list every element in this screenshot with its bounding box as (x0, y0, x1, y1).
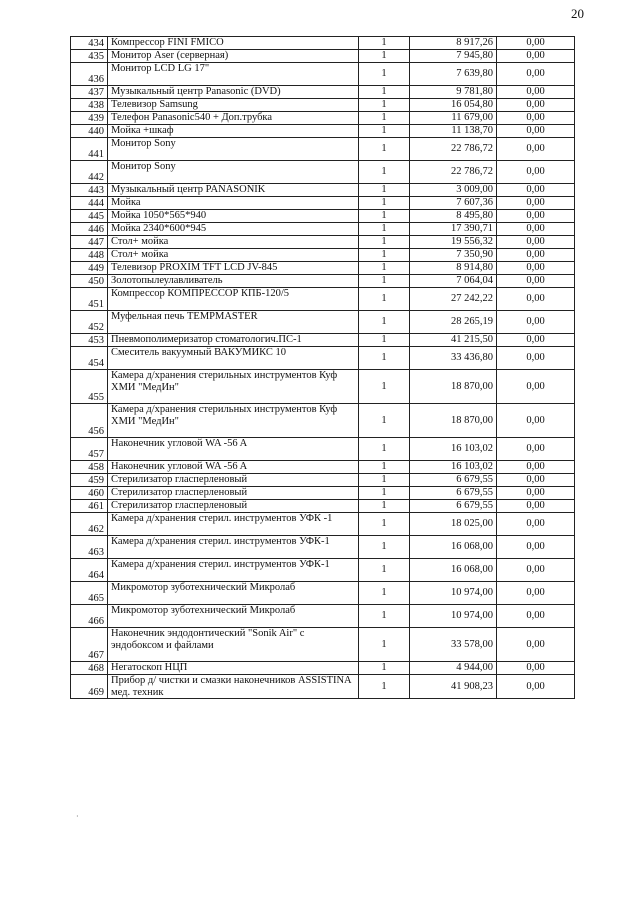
item-cost: 16 068,00 (410, 559, 497, 582)
table-row (71, 223, 575, 236)
item-residual-value: 0,00 (497, 438, 575, 461)
item-name: Монитор Sony (108, 161, 359, 184)
table-row (71, 628, 575, 662)
row-number: 438 (71, 99, 108, 112)
row-number: 437 (71, 86, 108, 99)
item-quantity: 1 (359, 210, 410, 223)
item-name: Мойка 2340*600*945 (108, 223, 359, 236)
item-cost: 19 556,32 (410, 236, 497, 249)
item-cost: 41 215,50 (410, 334, 497, 347)
item-name: Мойка 1050*565*940 (108, 210, 359, 223)
item-name: Стерилизатор гласперленовый (108, 487, 359, 500)
item-name: Камера д/хранения стерил. инструментов УФК-1 (108, 536, 359, 559)
item-residual-value: 0,00 (497, 582, 575, 605)
table-row (71, 236, 575, 249)
table-row (71, 582, 575, 605)
item-cost: 6 679,55 (410, 487, 497, 500)
table-row (71, 311, 575, 334)
item-name: Микромотор зуботехнический Микролаб (108, 582, 359, 605)
row-number: 445 (71, 210, 108, 223)
item-cost: 28 265,19 (410, 311, 497, 334)
item-residual-value: 0,00 (497, 223, 575, 236)
table-row (71, 662, 575, 675)
item-cost: 33 436,80 (410, 347, 497, 370)
item-residual-value: 0,00 (497, 628, 575, 662)
item-quantity: 1 (359, 197, 410, 210)
row-number: 458 (71, 461, 108, 474)
row-number: 463 (71, 536, 108, 559)
table-row (71, 112, 575, 125)
row-number: 464 (71, 559, 108, 582)
item-residual-value: 0,00 (497, 487, 575, 500)
item-residual-value: 0,00 (497, 474, 575, 487)
item-cost: 7 350,90 (410, 249, 497, 262)
item-residual-value: 0,00 (497, 184, 575, 197)
table-row (71, 334, 575, 347)
item-name: Компрессор КОМПРЕССОР КПБ-120/5 (108, 288, 359, 311)
page-number: 20 (571, 6, 584, 21)
item-cost: 10 974,00 (410, 605, 497, 628)
item-quantity: 1 (359, 474, 410, 487)
row-number: 446 (71, 223, 108, 236)
row-number: 443 (71, 184, 108, 197)
item-quantity: 1 (359, 404, 410, 438)
item-cost: 18 870,00 (410, 370, 497, 404)
table-row (71, 275, 575, 288)
item-quantity: 1 (359, 582, 410, 605)
row-number: 451 (71, 288, 108, 311)
item-name: Стерилизатор гласперленовый (108, 474, 359, 487)
item-residual-value: 0,00 (497, 249, 575, 262)
item-name: Камера д/хранения стерильных инструментов Куф ХМИ "МедИн" (108, 404, 359, 438)
item-residual-value: 0,00 (497, 125, 575, 138)
row-number: 440 (71, 125, 108, 138)
item-cost: 8 914,80 (410, 262, 497, 275)
item-residual-value: 0,00 (497, 370, 575, 404)
item-residual-value: 0,00 (497, 536, 575, 559)
item-cost: 16 068,00 (410, 536, 497, 559)
table-row (71, 210, 575, 223)
item-name: Мойка (108, 197, 359, 210)
item-name: Пневмополимеризатор стоматологич.ПС-1 (108, 334, 359, 347)
row-number: 461 (71, 500, 108, 513)
row-number: 467 (71, 628, 108, 662)
table-row (71, 138, 575, 161)
item-name: Негатоскоп НЦП (108, 662, 359, 675)
item-cost: 18 025,00 (410, 513, 497, 536)
item-quantity: 1 (359, 63, 410, 86)
item-name: Смеситель вакуумный ВАКУМИКС 10 (108, 347, 359, 370)
row-number: 465 (71, 582, 108, 605)
inventory-rows (71, 37, 575, 699)
item-cost: 7 607,36 (410, 197, 497, 210)
row-number: 460 (71, 487, 108, 500)
item-residual-value: 0,00 (497, 605, 575, 628)
row-number: 455 (71, 370, 108, 404)
item-cost: 10 974,00 (410, 582, 497, 605)
row-number: 450 (71, 275, 108, 288)
item-residual-value: 0,00 (497, 347, 575, 370)
item-name: Телевизор PROXIM TFT LCD JV-845 (108, 262, 359, 275)
item-name: Наконечник эндодонтический "Sonik Air" с эндобоксом и файлами (108, 628, 359, 662)
row-number: 441 (71, 138, 108, 161)
row-number: 442 (71, 161, 108, 184)
item-quantity: 1 (359, 605, 410, 628)
row-number: 459 (71, 474, 108, 487)
item-residual-value: 0,00 (497, 86, 575, 99)
row-number: 468 (71, 662, 108, 675)
item-name: Камера д/хранения стерил. инструментов УФК -1 (108, 513, 359, 536)
row-number: 435 (71, 50, 108, 63)
item-name: Монитор LCD LG 17" (108, 63, 359, 86)
item-name: Стол+ мойка (108, 236, 359, 249)
item-quantity: 1 (359, 662, 410, 675)
table-row (71, 197, 575, 210)
item-name: Микромотор зуботехнический Микролаб (108, 605, 359, 628)
item-name: Компрессор FINI FMICO (108, 37, 359, 50)
item-quantity: 1 (359, 50, 410, 63)
item-cost: 33 578,00 (410, 628, 497, 662)
item-quantity: 1 (359, 112, 410, 125)
item-residual-value: 0,00 (497, 63, 575, 86)
item-cost: 9 781,80 (410, 86, 497, 99)
item-quantity: 1 (359, 347, 410, 370)
table-row (71, 37, 575, 50)
item-quantity: 1 (359, 675, 410, 699)
item-residual-value: 0,00 (497, 311, 575, 334)
item-cost: 11 679,00 (410, 112, 497, 125)
row-number: 469 (71, 675, 108, 699)
item-quantity: 1 (359, 37, 410, 50)
item-cost: 17 390,71 (410, 223, 497, 236)
table-row (71, 99, 575, 112)
row-number: 457 (71, 438, 108, 461)
row-number: 436 (71, 63, 108, 86)
item-cost: 11 138,70 (410, 125, 497, 138)
item-residual-value: 0,00 (497, 161, 575, 184)
item-quantity: 1 (359, 275, 410, 288)
item-residual-value: 0,00 (497, 197, 575, 210)
row-number: 453 (71, 334, 108, 347)
table-row (71, 262, 575, 275)
row-number: 454 (71, 347, 108, 370)
item-residual-value: 0,00 (497, 236, 575, 249)
item-cost: 7 945,80 (410, 50, 497, 63)
item-quantity: 1 (359, 500, 410, 513)
table-row (71, 536, 575, 559)
item-quantity: 1 (359, 249, 410, 262)
table-row (71, 50, 575, 63)
table-row (71, 461, 575, 474)
item-cost: 18 870,00 (410, 404, 497, 438)
item-name: Муфельная печь TEMPMASTER (108, 311, 359, 334)
item-residual-value: 0,00 (497, 275, 575, 288)
item-cost: 16 103,02 (410, 438, 497, 461)
item-residual-value: 0,00 (497, 513, 575, 536)
table-row (71, 125, 575, 138)
item-name: Стол+ мойка (108, 249, 359, 262)
item-name: Телефон Panasonic540 + Доп.трубка (108, 112, 359, 125)
row-number: 449 (71, 262, 108, 275)
item-name: Прибор д/ чистки и смазки наконечников ASSISTINA мед. техник (108, 675, 359, 699)
item-quantity: 1 (359, 536, 410, 559)
row-number: 447 (71, 236, 108, 249)
table-row (71, 63, 575, 86)
item-quantity: 1 (359, 262, 410, 275)
row-number: 452 (71, 311, 108, 334)
item-name: Музыкальный центр Panasonic (DVD) (108, 86, 359, 99)
table-row (71, 370, 575, 404)
inventory-table (70, 36, 575, 699)
item-residual-value: 0,00 (497, 262, 575, 275)
item-quantity: 1 (359, 461, 410, 474)
item-quantity: 1 (359, 288, 410, 311)
item-name: Наконечник угловой WA -56 A (108, 461, 359, 474)
scan-artifact: · (76, 812, 79, 821)
item-cost: 4 944,00 (410, 662, 497, 675)
item-quantity: 1 (359, 223, 410, 236)
table-row (71, 161, 575, 184)
table-row (71, 347, 575, 370)
table-row (71, 675, 575, 699)
item-quantity: 1 (359, 513, 410, 536)
row-number: 448 (71, 249, 108, 262)
item-name: Монитор Aser (серверная) (108, 50, 359, 63)
table-row (71, 500, 575, 513)
item-name: Наконечник угловой WA -56 A (108, 438, 359, 461)
item-cost: 8 917,26 (410, 37, 497, 50)
table-row (71, 605, 575, 628)
item-residual-value: 0,00 (497, 675, 575, 699)
item-residual-value: 0,00 (497, 99, 575, 112)
table-row (71, 487, 575, 500)
item-residual-value: 0,00 (497, 334, 575, 347)
item-residual-value: 0,00 (497, 500, 575, 513)
item-quantity: 1 (359, 125, 410, 138)
table-row (71, 559, 575, 582)
item-quantity: 1 (359, 236, 410, 249)
item-quantity: 1 (359, 86, 410, 99)
row-number: 439 (71, 112, 108, 125)
item-residual-value: 0,00 (497, 138, 575, 161)
item-cost: 27 242,22 (410, 288, 497, 311)
item-residual-value: 0,00 (497, 112, 575, 125)
item-residual-value: 0,00 (497, 559, 575, 582)
item-cost: 7 064,04 (410, 275, 497, 288)
item-quantity: 1 (359, 370, 410, 404)
item-quantity: 1 (359, 487, 410, 500)
item-quantity: 1 (359, 99, 410, 112)
item-name: Мойка +шкаф (108, 125, 359, 138)
item-residual-value: 0,00 (497, 404, 575, 438)
item-quantity: 1 (359, 559, 410, 582)
row-number: 456 (71, 404, 108, 438)
item-quantity: 1 (359, 311, 410, 334)
row-number: 462 (71, 513, 108, 536)
item-name: Стерилизатор гласперленовый (108, 500, 359, 513)
item-name: Камера д/хранения стерильных инструментов Куф ХМИ "МедИн" (108, 370, 359, 404)
item-cost: 16 103,02 (410, 461, 497, 474)
table-row (71, 86, 575, 99)
item-quantity: 1 (359, 334, 410, 347)
item-name: Камера д/хранения стерил. инструментов УФК-1 (108, 559, 359, 582)
item-cost: 3 009,00 (410, 184, 497, 197)
item-quantity: 1 (359, 161, 410, 184)
table-row (71, 513, 575, 536)
item-quantity: 1 (359, 138, 410, 161)
item-cost: 41 908,23 (410, 675, 497, 699)
item-cost: 22 786,72 (410, 138, 497, 161)
table-row (71, 438, 575, 461)
item-cost: 6 679,55 (410, 474, 497, 487)
item-name: Музыкальный центр PANASONIK (108, 184, 359, 197)
item-cost: 6 679,55 (410, 500, 497, 513)
item-quantity: 1 (359, 628, 410, 662)
item-residual-value: 0,00 (497, 288, 575, 311)
item-residual-value: 0,00 (497, 50, 575, 63)
item-quantity: 1 (359, 184, 410, 197)
table-row (71, 288, 575, 311)
row-number: 444 (71, 197, 108, 210)
item-cost: 7 639,80 (410, 63, 497, 86)
item-cost: 16 054,80 (410, 99, 497, 112)
row-number: 466 (71, 605, 108, 628)
row-number: 434 (71, 37, 108, 50)
table-row (71, 404, 575, 438)
item-residual-value: 0,00 (497, 662, 575, 675)
item-residual-value: 0,00 (497, 210, 575, 223)
item-name: Телевизор Samsung (108, 99, 359, 112)
item-cost: 8 495,80 (410, 210, 497, 223)
item-residual-value: 0,00 (497, 461, 575, 474)
table-row (71, 249, 575, 262)
item-residual-value: 0,00 (497, 37, 575, 50)
table-row (71, 474, 575, 487)
item-quantity: 1 (359, 438, 410, 461)
item-cost: 22 786,72 (410, 161, 497, 184)
table-row (71, 184, 575, 197)
item-name: Золотопылеулавливатель (108, 275, 359, 288)
item-name: Монитор Sony (108, 138, 359, 161)
